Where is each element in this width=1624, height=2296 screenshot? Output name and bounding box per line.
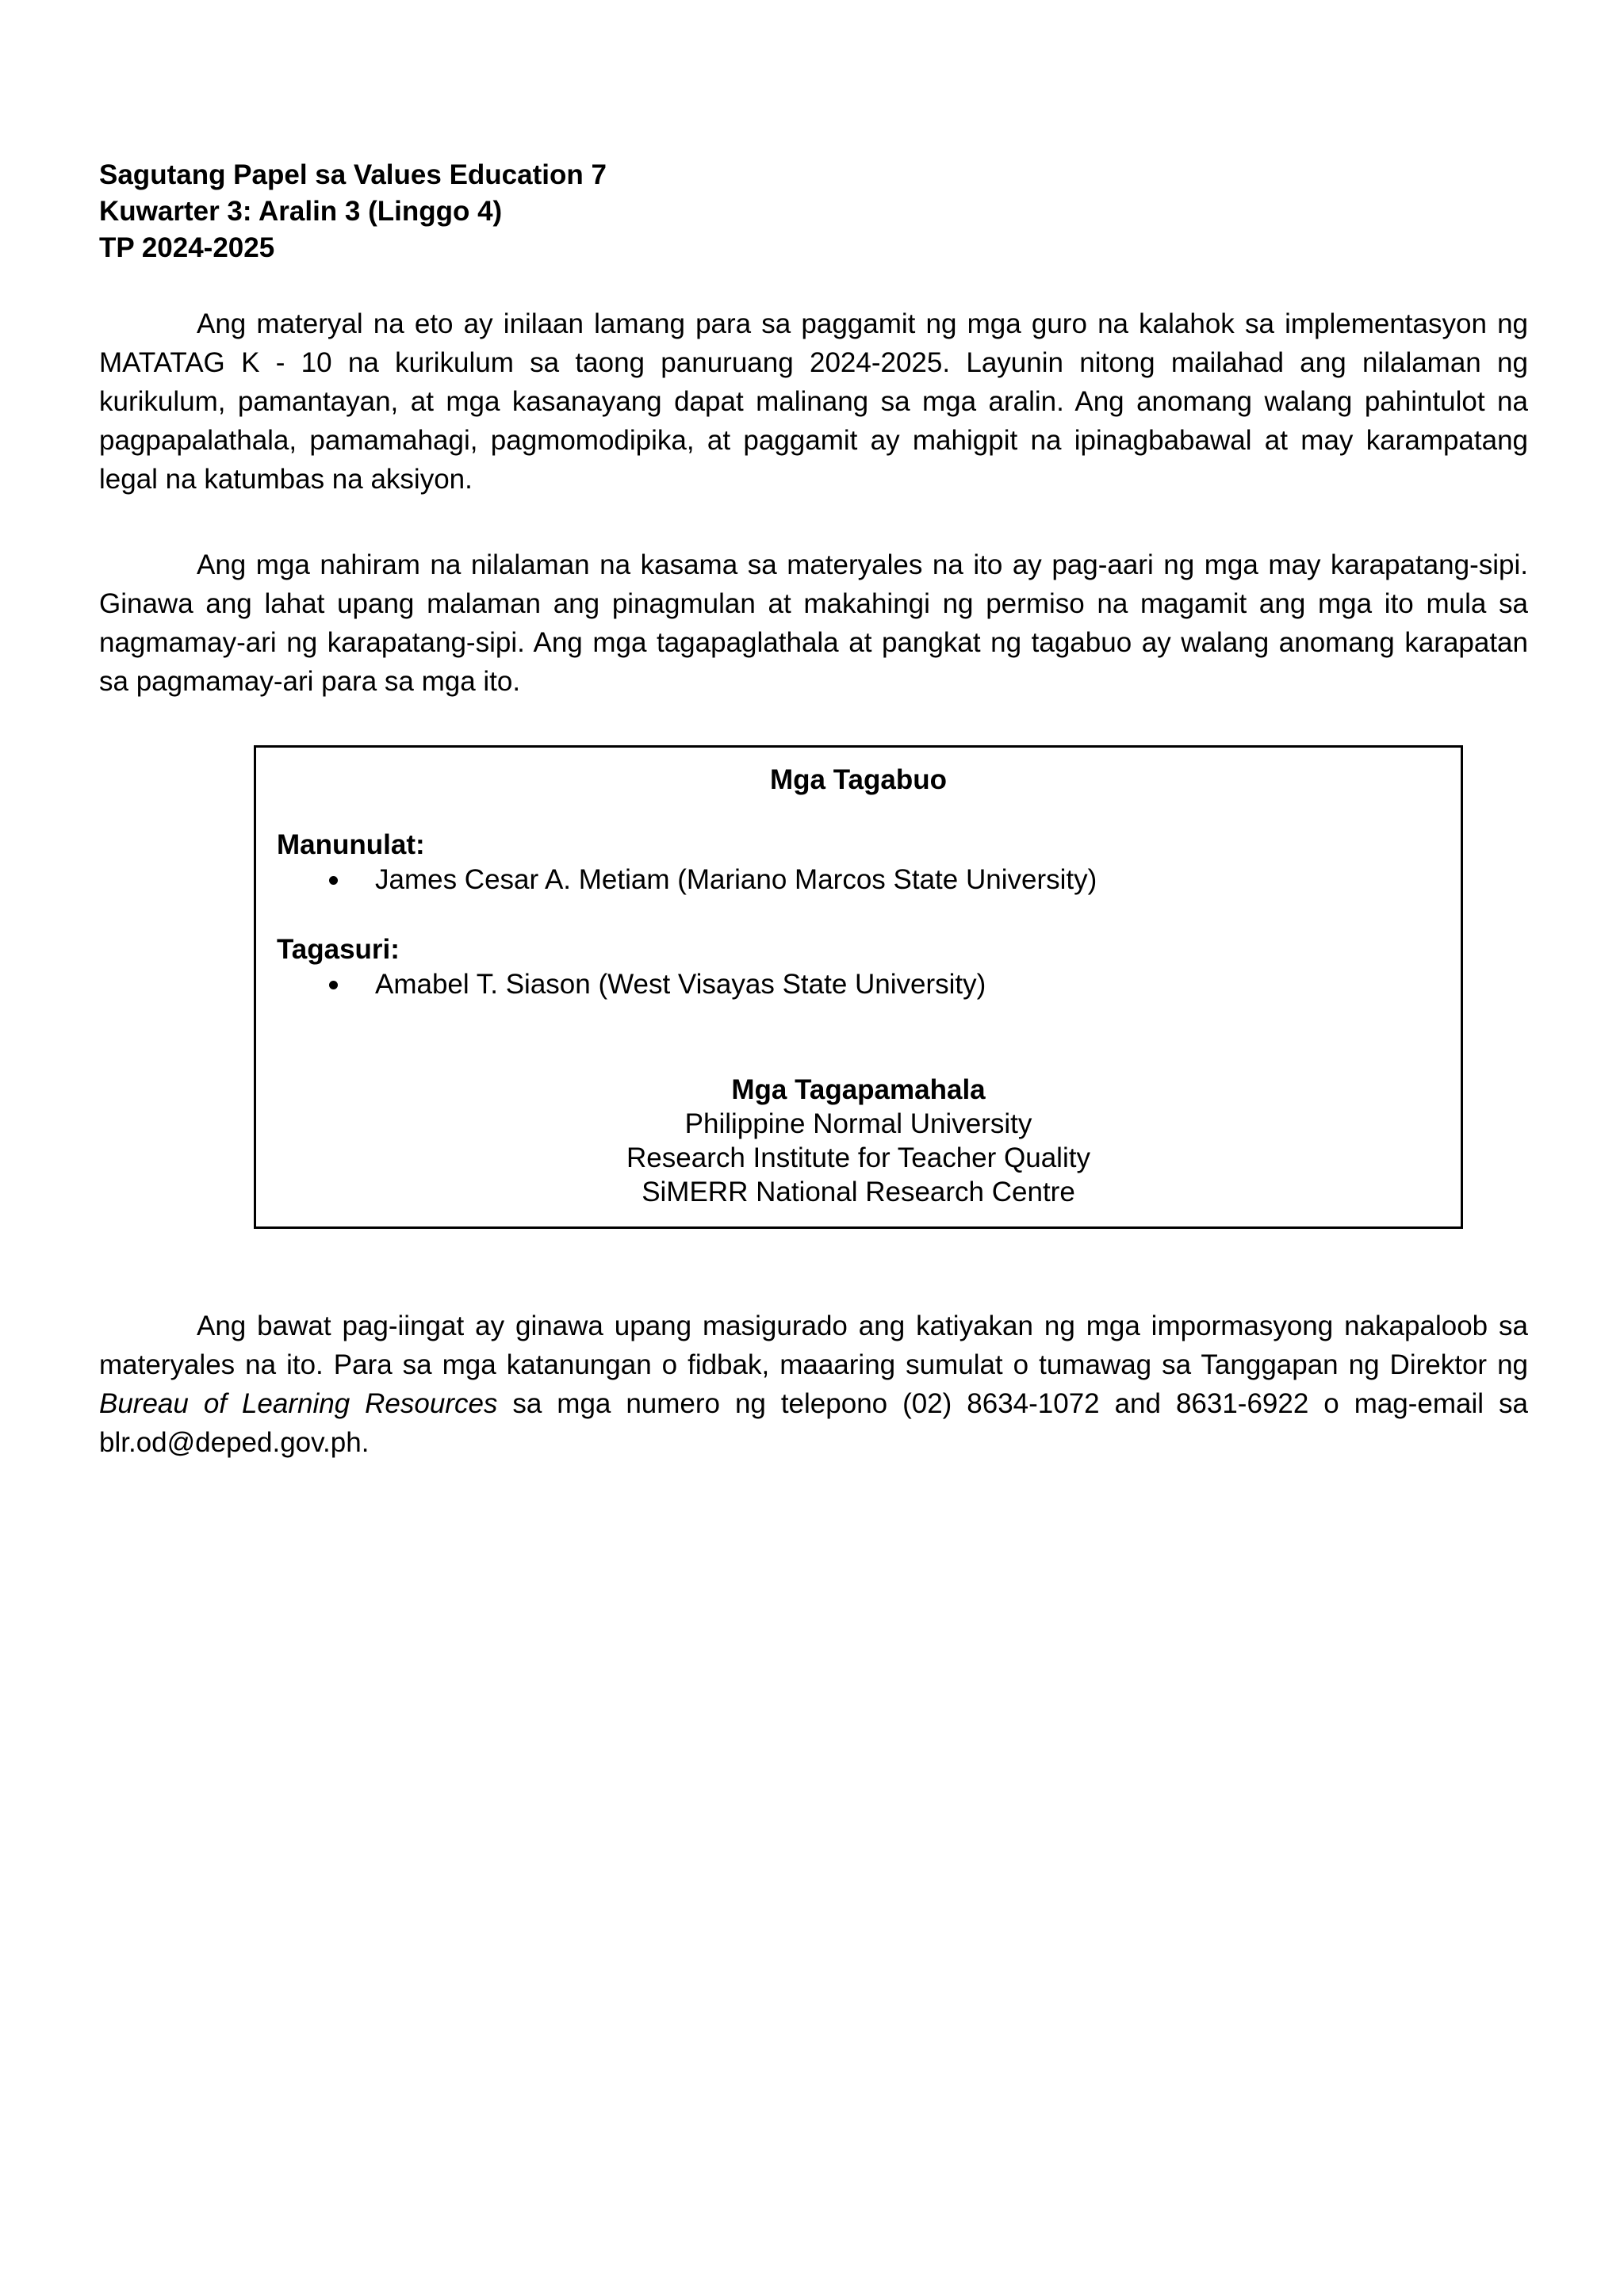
header-school-year: TP 2024-2025 [99, 232, 275, 263]
borrowed-content-paragraph: Ang mga nahiram na nilalaman na kasama sa materyales na ito ay pag-aari ng mga may karapatang-sipi. Ginawa ang lahat upang malaman ang pinagmulan at makahingi ng permiso na magamit ang mga ito mula sa nagmamay-ari ng karapatang-sipi. Ang mga tagapaglathala at pangkat ng tagabuo ay walang anomang karapatan sa pagmamay-ari para sa mga ito. [99, 549, 1528, 697]
list-item [256, 966, 986, 1003]
list-item [256, 862, 1097, 898]
contact-text-start: Ang bawat pag-iingat ay ginawa upang masigurado ang katiyakan ng mga impormasyong nakapaloob sa materyales na ito. Para sa mga katanungan o fidbak, maaaring sumulat o tumawag sa Tanggapan ng Direktor ng [99, 1311, 1528, 1380]
manager-item: Philippine Normal University [684, 1108, 1032, 1139]
credits-title: Mga Tagabuo [770, 764, 947, 795]
header-title: Sagutang Papel sa Values Education 7 [99, 159, 607, 190]
header-quarter: Kuwarter 3: Aralin 3 (Linggo 4) [99, 196, 503, 227]
contact-paragraph [99, 1307, 1528, 1462]
contact-text-end: sa mga numero ng telepono (02) 8634-1072 and 8631-6922 o mag-email sa blr.od@deped.gov.ph. [99, 1388, 1528, 1458]
copyright-notice-paragraph: Ang materyal na eto ay inilaan lamang para sa paggamit ng mga guro na kalahok sa implementasyon ng MATATAG K - 10 na kurikulum sa taong panuruang 2024-2025. Layunin nitong mailahad ang nilalaman ng kurikulum, pamantayan, at mga kasanayang dapat malinang sa mga aralin. Ang anomang walang pahintulot na pagpapalathala, pamamahagi, pagmomodipika, at paggamit ay mahigpit na ipinagbabawal at may karampatang legal na katumbas na aksiyon. [99, 308, 1528, 495]
manager-item: Research Institute for Teacher Quality [626, 1142, 1090, 1173]
bullet-icon [329, 876, 338, 885]
managers-title: Mga Tagapamahala [731, 1074, 986, 1105]
writer-heading: Manunulat: [277, 829, 425, 860]
reviewer-heading: Tagasuri: [277, 934, 400, 965]
reviewer-list [256, 966, 986, 1003]
reviewer-name: Amabel T. Siason (West Visayas State University) [375, 969, 986, 1000]
bureau-name: Bureau of Learning Resources [99, 1388, 498, 1419]
manager-item: SiMERR National Research Centre [642, 1177, 1075, 1207]
credits-box [254, 745, 1463, 1229]
writer-list [256, 862, 1097, 898]
bullet-icon [329, 981, 338, 989]
writer-name: James Cesar A. Metiam (Mariano Marcos State University) [375, 864, 1097, 895]
managers-block [256, 1073, 1461, 1209]
document-header [99, 157, 1051, 266]
